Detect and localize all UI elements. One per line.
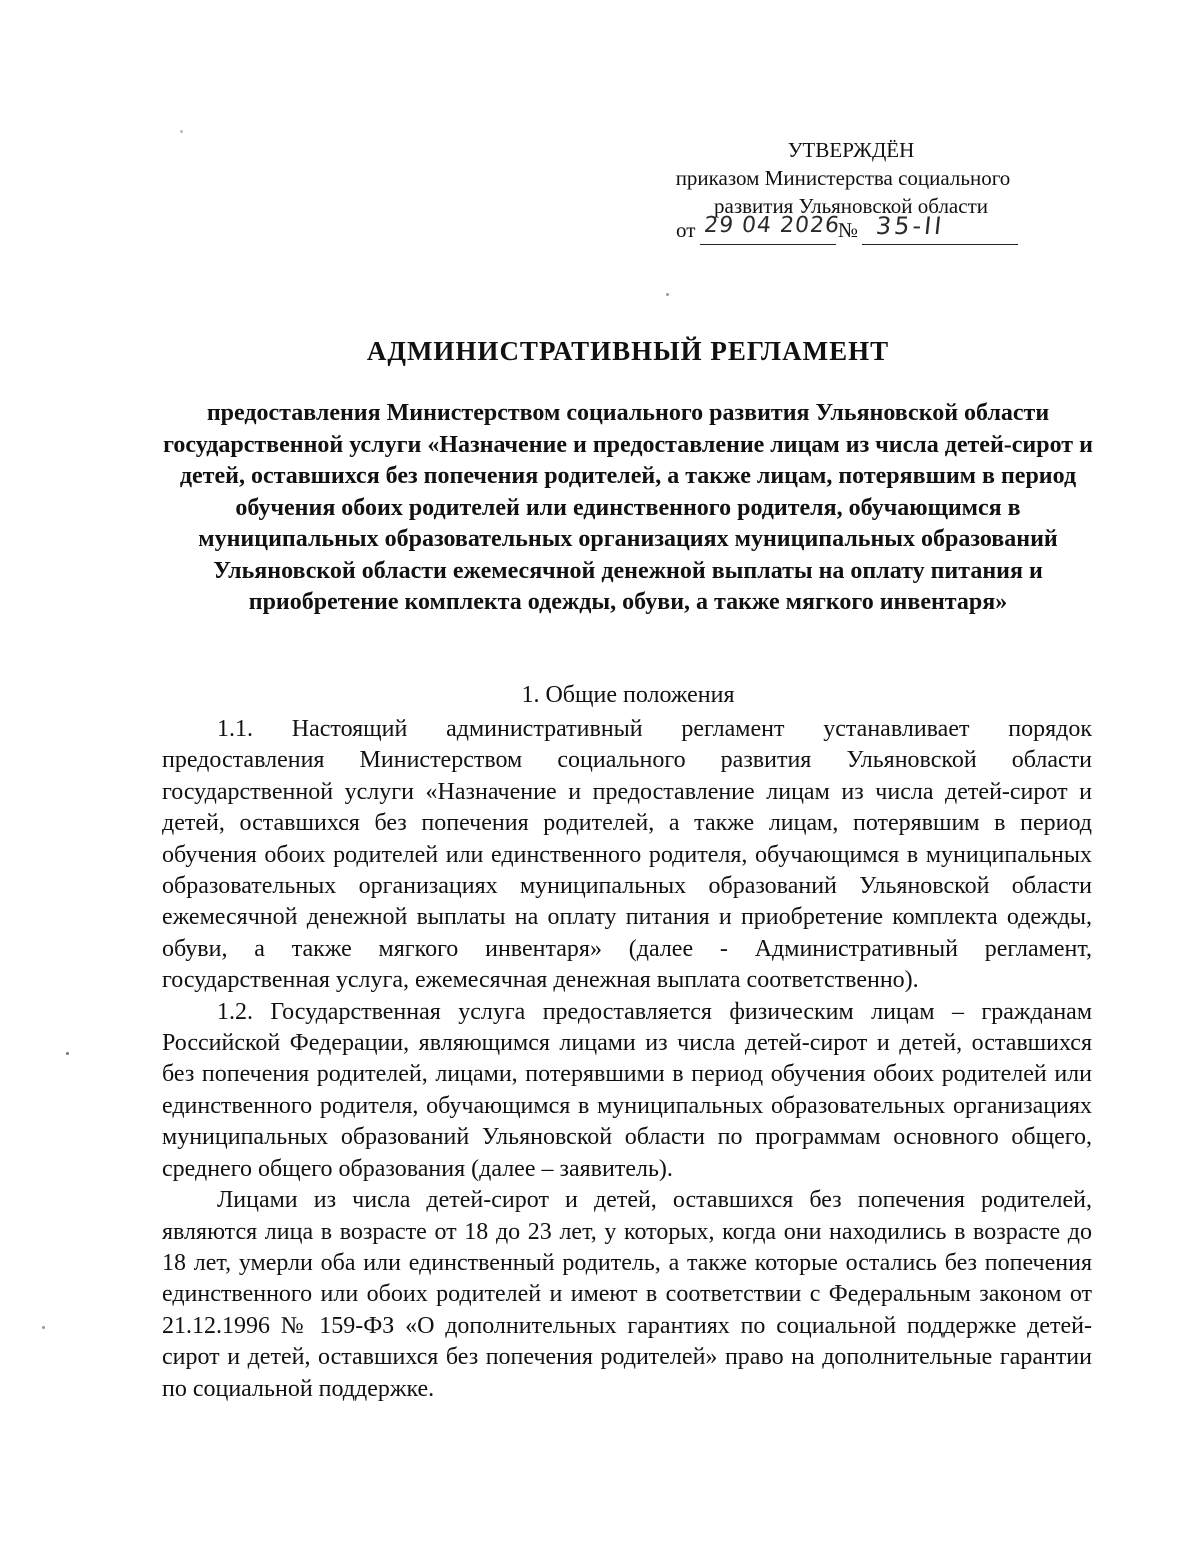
paragraph-definition: Лицами из числа детей-сирот и детей, оставшихся без попечения родителей, являются лица в возрасте от 18 до 23 лет, у которых, когда они находились в возрасте до 18 лет, умерли оба или единственный родитель, а также которые остались без попечения единственного или обоих родителей и имеют в соответствии с Федеральным законом от 21.12.1996 № 159-ФЗ «О дополнительных гарантиях по социальной поддержке детей-сирот и детей, оставшихся без попечения родителей» право на дополнительные гарантии по социальной поддержке. <box>162 1187 1092 1402</box>
approval-region-line: развития Ульяновской области <box>714 194 988 218</box>
handwritten-date: 29 04 2026 <box>702 213 842 238</box>
scan-speck <box>66 1052 69 1055</box>
scan-speck <box>666 293 669 296</box>
from-label: от <box>676 218 696 242</box>
approval-stamp-block <box>640 136 1050 220</box>
order-date-number-line <box>676 212 1026 248</box>
section-body <box>162 714 1092 1405</box>
approval-heading: УТВЕРЖДЁН <box>787 138 915 162</box>
scan-speck <box>180 130 183 133</box>
date-underline <box>700 244 836 245</box>
section-heading: 1. Общие положения <box>521 682 735 708</box>
number-underline <box>862 244 1018 245</box>
document-subtitle: предоставления Министерством социального развития Ульяновской области государственной услуги «Назначение и предоставление лицам из числа детей-сирот и детей, оставшихся без попечения родителей, а также лицам, потерявшим в период обучения обоих родителей или единственного родителя, обучающимся в муниципальных образовательных организациях муниципальных образований Ульяновской области ежемесячной денежной выплаты на оплату питания и приобретение комплекта одежды, обуви, а также мягкого инвентаря» <box>163 400 1093 615</box>
number-label: № <box>838 218 859 242</box>
scan-speck <box>42 1326 45 1329</box>
approval-ministry-line: приказом Министерства социального <box>675 166 1011 190</box>
paragraph-1-2: 1.2. Государственная услуга предоставляется физическим лицам – гражданам Российской Федерации, являющимся лицами из числа детей-сирот и детей, оставшихся без попечения родителей, лицами, потерявшими в период обучения обоих родителей или единственного родителя, обучающимся в муниципальных образовательных организациях муниципальных образований Ульяновской области по программам основного общего, среднего общего образования (далее – заявитель). <box>162 998 1092 1182</box>
paragraph-1-1: 1.1. Настоящий административный регламент устанавливает порядок предоставления Министерством социального развития Ульяновской области государственной услуги «Назначение и предоставление лицам из числа детей-сирот и детей, оставшихся без попечения родителей, а также лицам, потерявшим в период обучения обоих родителей или единственного родителя, обучающимся в муниципальных образовательных организациях муниципальных образований Ульяновской области ежемесячной денежной выплаты на оплату питания и приобретение комплекта одежды, обуви, а также мягкого инвентаря» (далее - Административный регламент, государственная услуга, ежемесячная денежная выплата соответственно). <box>162 716 1092 994</box>
handwritten-order-number: 35-II <box>874 212 946 240</box>
document-title: АДМИНИСТРАТИВНЫЙ РЕГЛАМЕНТ <box>366 336 890 366</box>
